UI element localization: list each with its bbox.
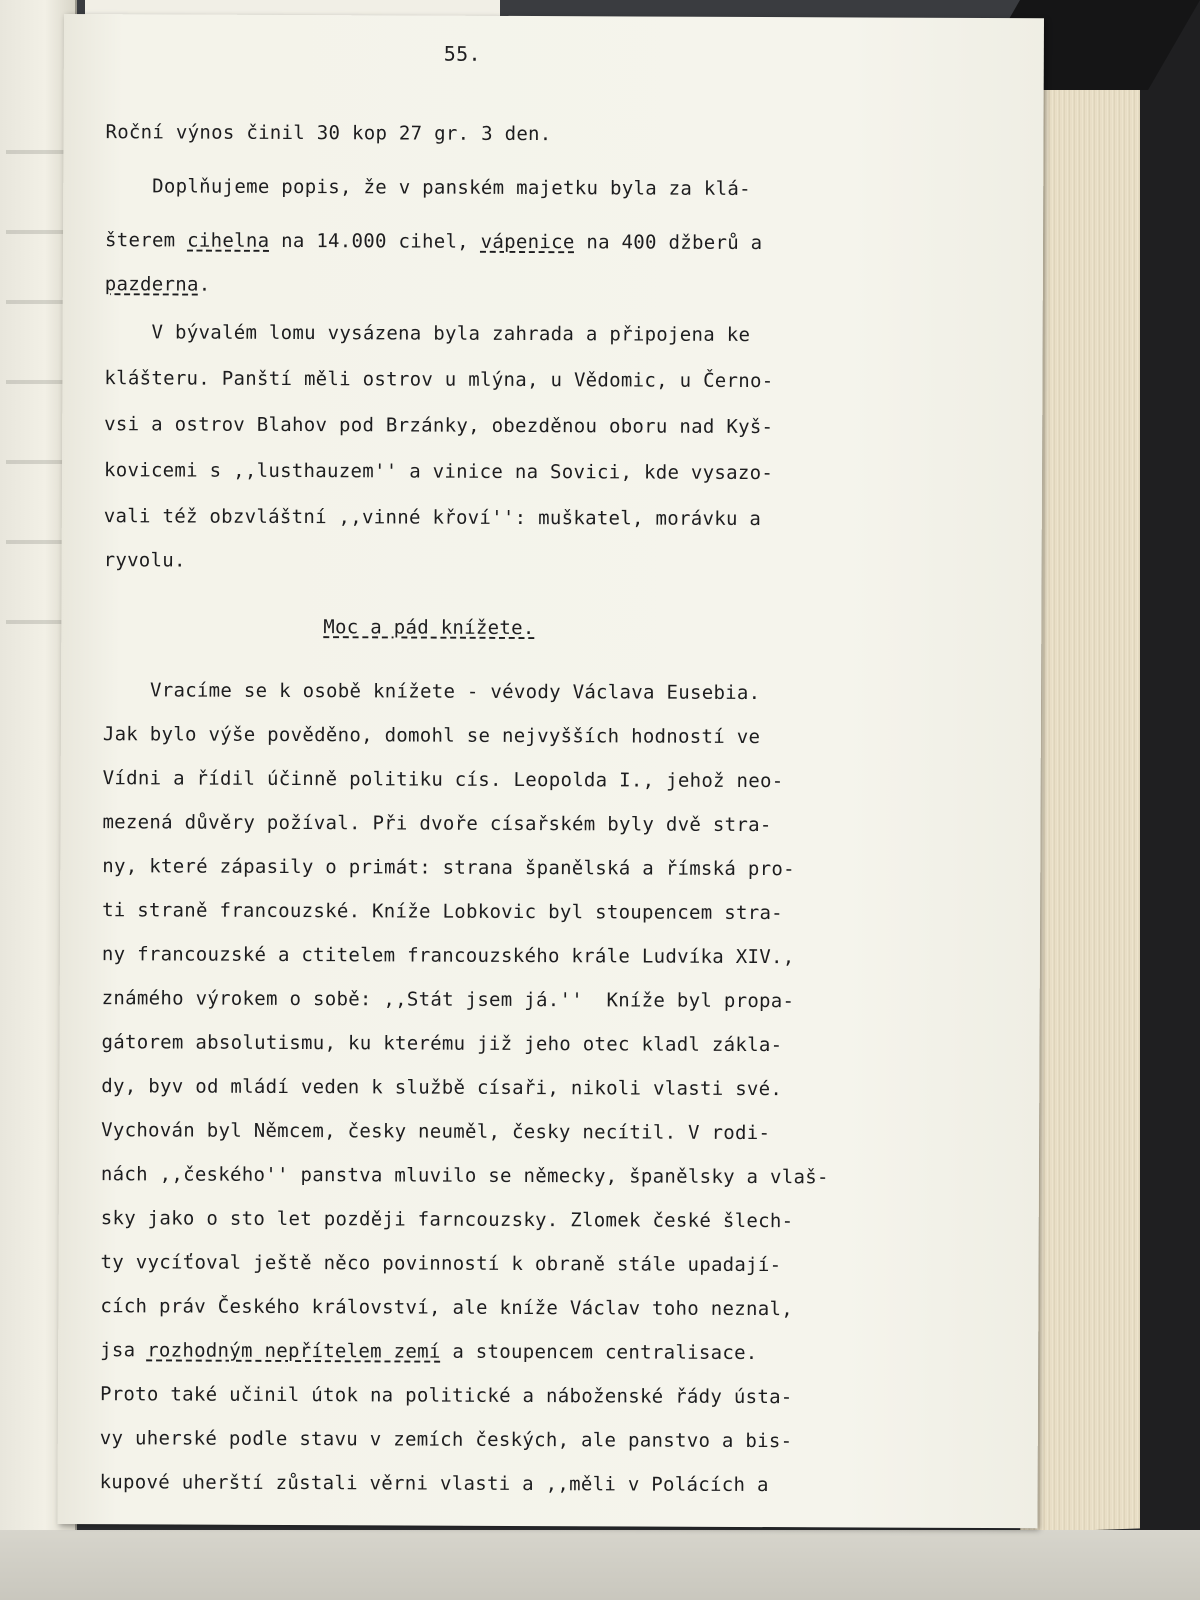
text-line: ny francouzské a ctitelem francouzského krále Ludvíka XIV., (101, 943, 795, 969)
page-number: 55. (443, 41, 481, 66)
text-line: kovicemi s ,,lusthauzem'' a vinice na Sovici, kde vysazo- (103, 459, 774, 485)
text-line: Vracíme se k osobě knížete - vévody Václava Eusebia. (103, 679, 761, 705)
text-line: nách ,,českého'' panstva mluvilo se německy, španělsky a vlaš- (100, 1163, 829, 1189)
underlined-term: cihelna (187, 229, 270, 252)
text-line: klášteru. Panští měli ostrov u mlýna, u Vědomic, u Černo- (104, 367, 774, 393)
text-line: ti straně francouzské. Kníže Lobkovic byl stoupencem stra- (102, 899, 783, 925)
section-heading: Moc a pád knížete. (323, 616, 535, 640)
text-line: sky jako o sto let později farncouzsky. Zlomek české šlech- (100, 1207, 794, 1233)
text-line: Vychován byl Němcem, česky neuměl, česky necítil. V rodi- (101, 1119, 771, 1145)
text-line: ny, které zápasily o primát: strana španělská a římská pro- (102, 855, 795, 881)
text-line: šterem cihelna na 14.000 cihel, vápenice na 400 džberů a (104, 229, 763, 255)
text-line: vali též obzvláštní ,,vinné křoví'': muškatel, morávku a (103, 505, 762, 531)
binder-shadow (1140, 0, 1200, 1600)
typewritten-text (57, 14, 1044, 1528)
text-line: jsa rozhodným nepřítelem zemí a stoupencem centralisace. (100, 1339, 758, 1365)
underlined-term: vápenice (480, 230, 575, 254)
text-line: vsi a ostrov Blahov pod Brzánky, obezděnou oboru nad Kyš- (104, 413, 774, 439)
text-line: Vídni a řídil účinně politiku cís. Leopolda I., jehož neo- (102, 767, 784, 793)
underlined-term: rozhodným nepřítelem zemí (147, 1339, 441, 1363)
text-line: pazderna. (104, 273, 211, 296)
text-line: V bývalém lomu vysázena byla zahrada a připojena ke (104, 321, 751, 346)
text-line: Jak bylo výše pověděno, domohl se nejvyšších hodností ve (102, 723, 761, 749)
text-line: známého výrokem o sobě: ,,Stát jsem já.'' Kníže byl propa- (101, 987, 795, 1013)
document-page (57, 14, 1044, 1528)
table-surface (0, 1530, 1200, 1600)
text-line: gátorem absolutismu, ku kterému již jeho otec kladl zákla- (101, 1031, 783, 1057)
text-line: Roční výnos činil 30 kop 27 gr. 3 den. (105, 121, 552, 146)
text-line: Doplňujeme popis, že v panském majetku byla za klá- (105, 175, 751, 200)
underlined-term: pazderna (104, 273, 199, 296)
text-line: kupové uherští zůstali věrni vlasti a ,,měli v Polácích a (99, 1471, 769, 1497)
text-line: Proto také učinil útok na politické a náboženské řády ústa- (99, 1383, 793, 1409)
text-line: ty vycíťoval ještě něco povinností k obraně stále upadají- (100, 1251, 782, 1277)
text-line: ryvolu. (103, 549, 186, 572)
text-line: vy uherské podle stavu v zemích českých, ale panstvo a bis- (99, 1427, 793, 1453)
text-line: dy, byv od mládí veden k službě císaři, nikoli vlasti své. (101, 1075, 783, 1101)
text-line: cích práv Českého království, ale kníže Václav toho neznal, (100, 1295, 794, 1321)
text-line: mezená důvěry požíval. Při dvoře císařském byly dvě stra- (102, 811, 772, 837)
